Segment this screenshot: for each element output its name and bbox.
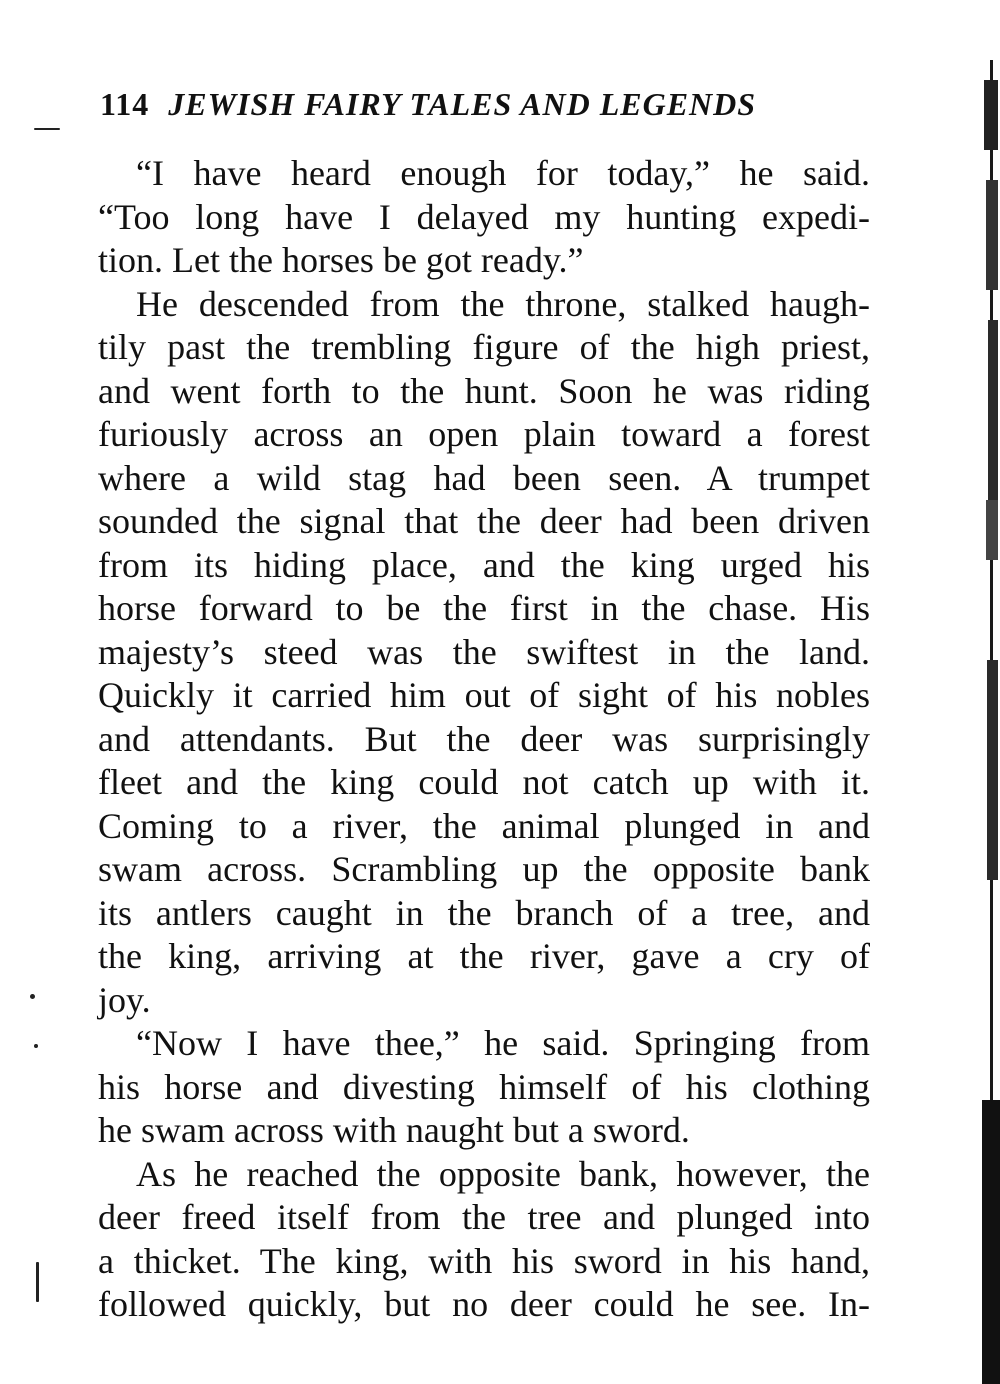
text-line: his horse and divesting himself of his clothing <box>98 1066 870 1107</box>
text-line: horse forward to be the first in the chase. His <box>98 588 870 628</box>
text-line: As he reached the opposite bank, however, the <box>136 1153 870 1194</box>
scan-speck <box>30 994 35 999</box>
text-line: “I have heard enough for today,” he said. <box>136 153 870 193</box>
paragraph <box>98 283 870 1023</box>
page-number: 114 <box>100 86 150 122</box>
text-line: Coming to a river, the animal plunged in and <box>98 805 870 846</box>
text-line: deer freed itself from the tree and plunged into <box>98 1197 870 1237</box>
text-line: “Too long have I delayed my hunting expedi- <box>98 196 870 237</box>
text-line: where a wild stag had been seen. A trumpet <box>98 457 870 498</box>
book-title: JEWISH FAIRY TALES AND LEGENDS <box>168 86 757 122</box>
text-line: “Now I have thee,” he said. Springing from <box>136 1023 870 1063</box>
text-line: followed quickly, but no deer could he see. In- <box>98 1284 870 1324</box>
paragraph <box>98 1022 870 1153</box>
text-line: tily past the trembling figure of the high priest, <box>98 327 870 367</box>
text-line: He descended from the throne, stalked haugh- <box>136 283 870 324</box>
text-line: fleet and the king could not catch up with it. <box>98 762 870 802</box>
text-line: the king, arriving at the river, gave a cry of <box>98 936 870 976</box>
scan-edge-shadow <box>970 60 1000 1384</box>
text-line: its antlers caught in the branch of a tree, and <box>98 892 870 933</box>
text-line: he swam across with naught but a sword. <box>98 1110 690 1150</box>
page-body <box>98 152 870 1327</box>
text-line: swam across. Scrambling up the opposite bank <box>98 849 870 889</box>
text-line: tion. Let the horses be got ready.” <box>98 240 584 280</box>
text-line: sounded the signal that the deer had been driven <box>98 501 870 541</box>
scan-speck <box>34 1044 38 1048</box>
paragraph <box>98 1153 870 1327</box>
paragraph <box>98 152 870 283</box>
text-line: majesty’s steed was the swiftest in the land. <box>98 631 870 672</box>
text-line: furiously across an open plain toward a forest <box>98 414 870 454</box>
text-line: a thicket. The king, with his sword in his hand, <box>98 1240 870 1281</box>
scan-speck <box>34 128 60 130</box>
running-header <box>100 86 870 123</box>
text-line: Quickly it carried him out of sight of his nobles <box>98 675 870 715</box>
text-line: and went forth to the hunt. Soon he was riding <box>98 370 870 411</box>
text-line: from its hiding place, and the king urged his <box>98 544 870 585</box>
text-line: joy. <box>98 979 151 1020</box>
text-line: and attendants. But the deer was surprisingly <box>98 718 870 759</box>
scan-speck <box>36 1262 39 1302</box>
